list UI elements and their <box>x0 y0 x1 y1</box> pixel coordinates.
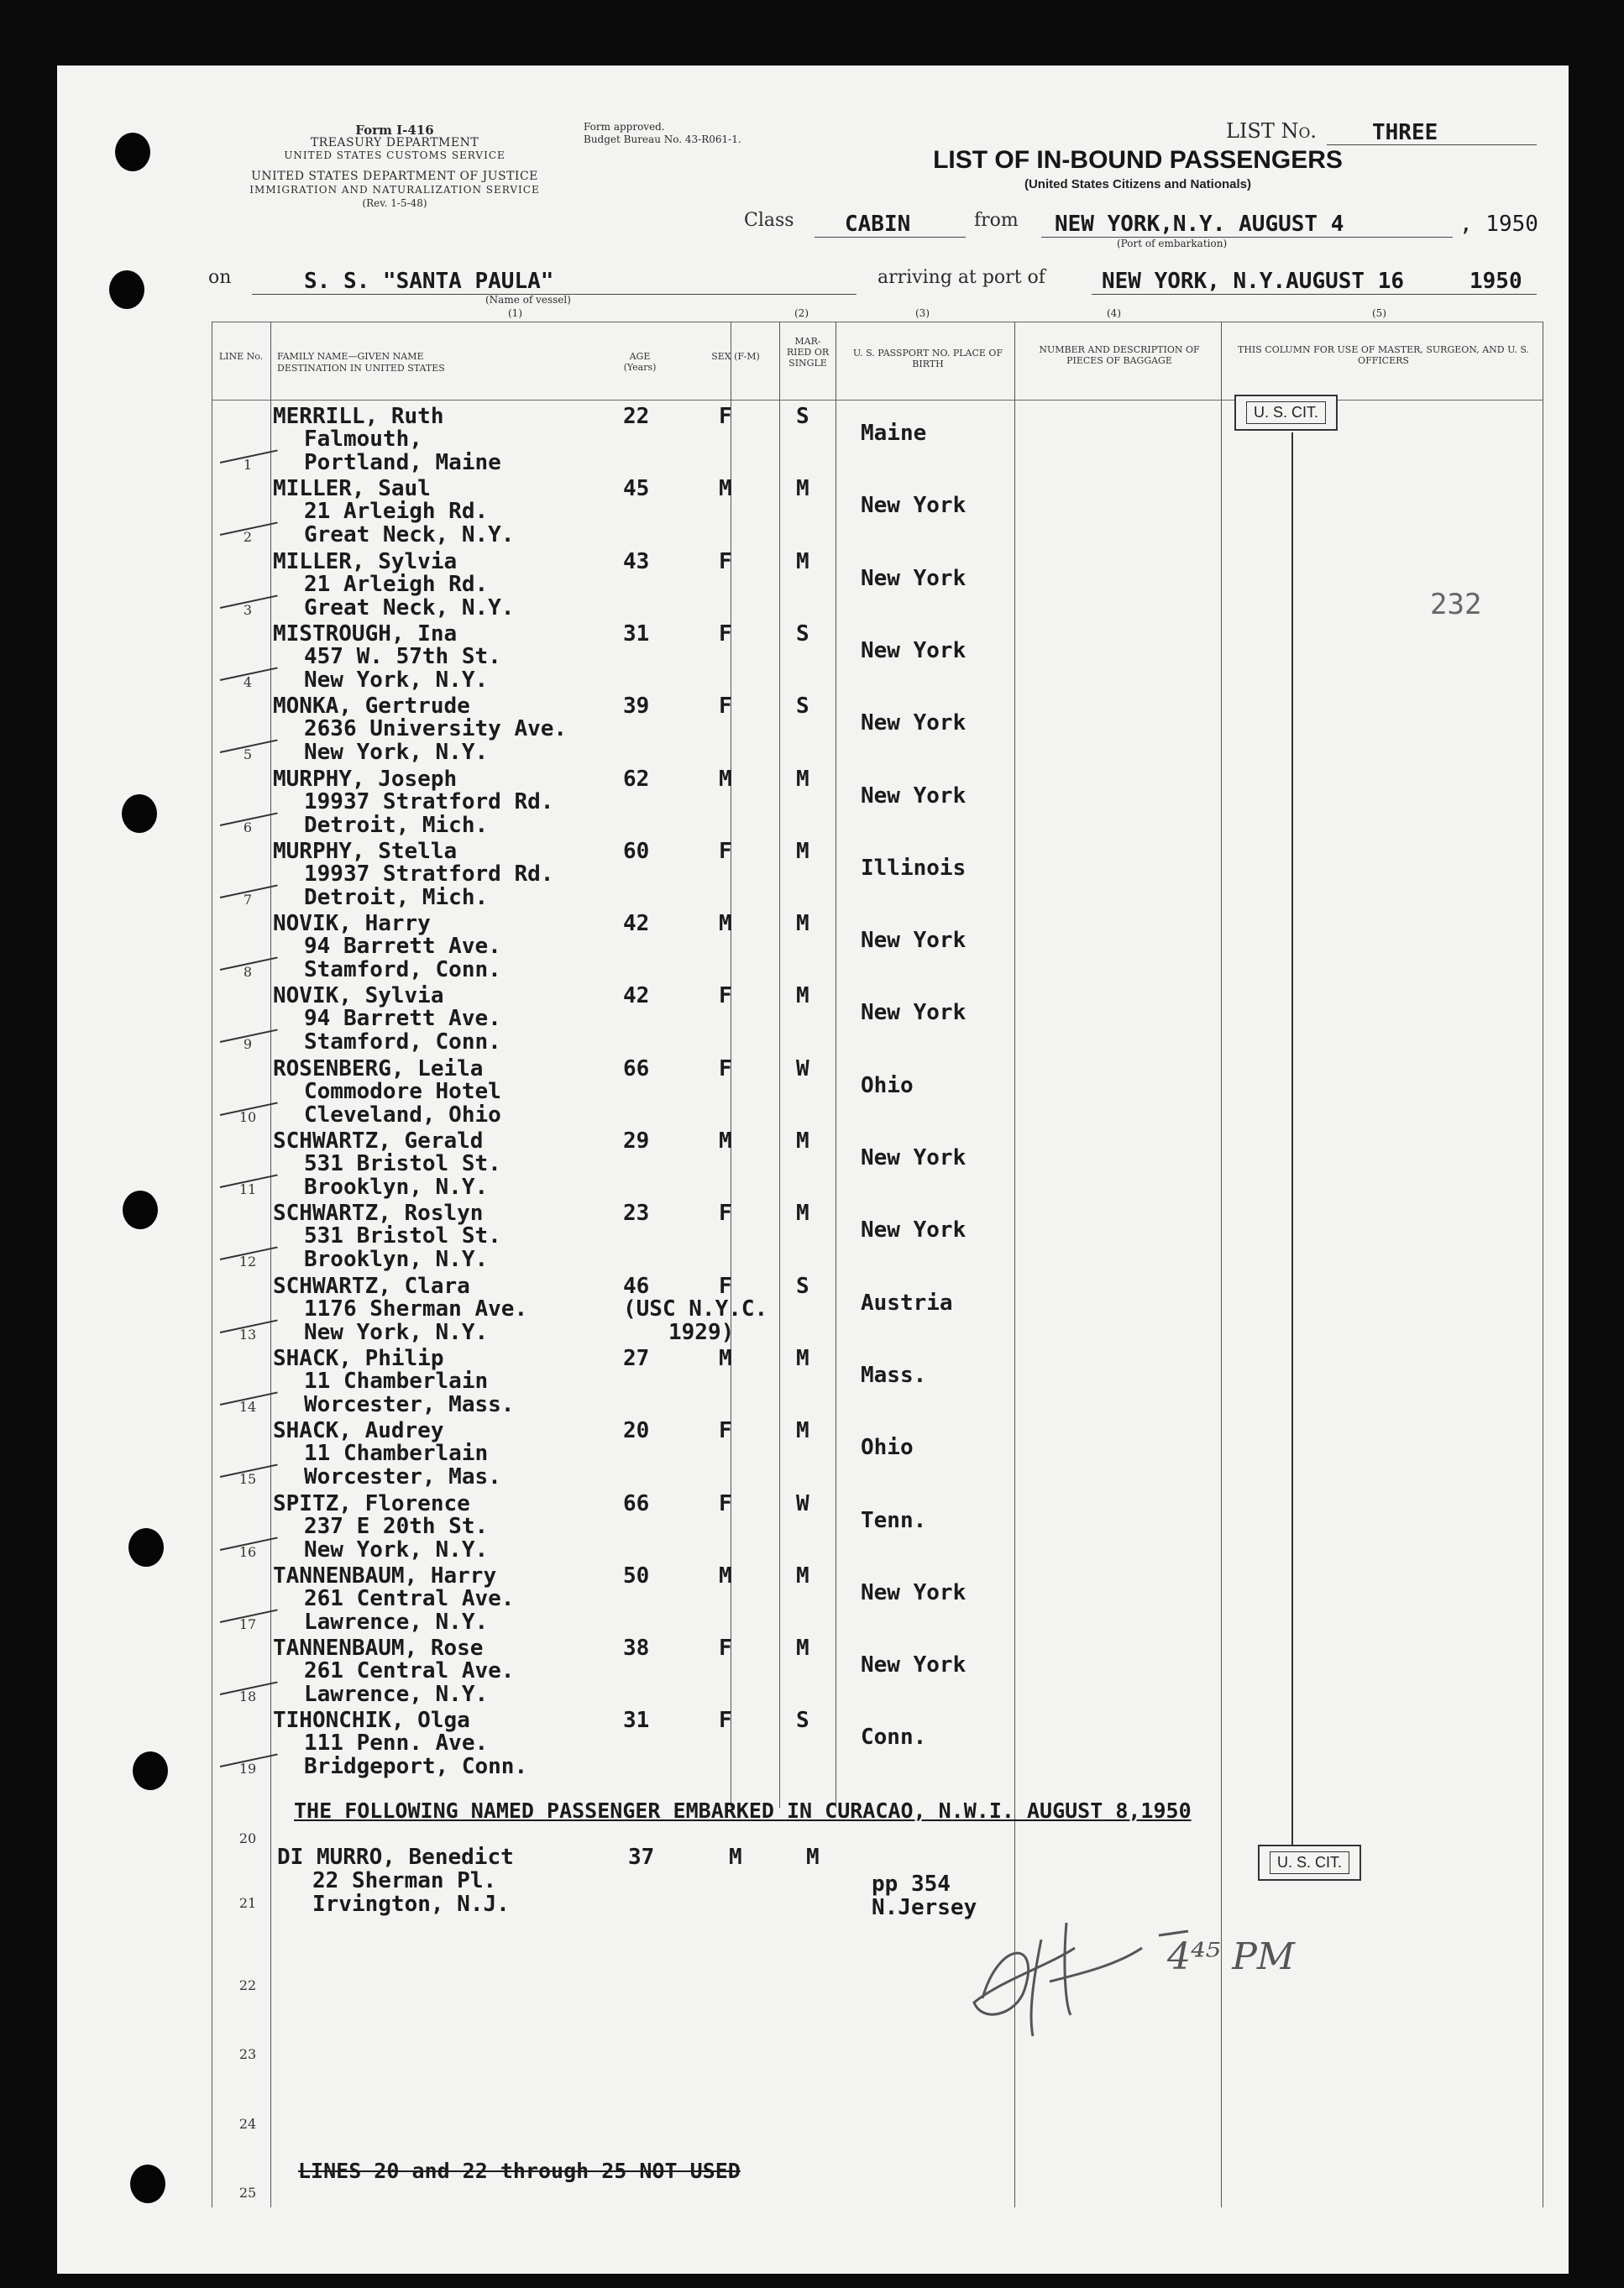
passenger-marital: M <box>796 1201 809 1227</box>
line-number: 13 <box>238 1326 257 1343</box>
passenger-city: Great Neck, N.Y. <box>304 594 515 620</box>
passenger-age: 20 <box>623 1418 650 1444</box>
passenger-city: New York, N.Y. <box>304 1537 489 1563</box>
passenger-address: 531 Bristol St. <box>304 1223 501 1249</box>
passenger-city: Stamford, Conn. <box>304 957 501 983</box>
passenger-age: 29 <box>623 1128 650 1154</box>
passenger-sex: F <box>719 620 732 647</box>
passenger-city: Worcester, Mas. <box>304 1464 501 1490</box>
passenger-marital: M <box>796 766 809 792</box>
passenger-marital: M <box>796 1345 809 1371</box>
passenger-city: Lawrence, N.Y. <box>304 1609 489 1635</box>
passenger-sex: M <box>719 1128 732 1154</box>
passenger-marital: M <box>796 476 809 502</box>
passenger-address: 11 Chamberlain <box>304 1368 489 1394</box>
passenger-city: Portland, Maine <box>304 450 501 475</box>
line-number: 8 <box>243 964 253 981</box>
passenger-age: 39 <box>623 694 650 720</box>
col-divider-sex <box>779 322 780 1808</box>
col-header-age: AGE (Years) <box>623 351 657 373</box>
treasury-department: TREASURY DEPARTMENT <box>310 136 479 149</box>
justice-department: UNITED STATES DEPARTMENT OF JUSTICE <box>251 170 538 183</box>
line-number: 20 <box>238 1830 257 1846</box>
binder-hole <box>133 1751 168 1790</box>
passenger-birthplace: New York <box>861 928 967 954</box>
passenger-marital: W <box>796 1490 809 1516</box>
line-number: 10 <box>238 1108 257 1125</box>
col-header-line-no: LINE No. <box>218 351 264 362</box>
col-num-4: (4) <box>1107 307 1121 319</box>
from-value: NEW YORK,N.Y. AUGUST 4 <box>1055 212 1344 237</box>
line-number: 12 <box>238 1254 257 1270</box>
year-2: 1950 <box>1469 269 1522 294</box>
class-value: CABIN <box>845 212 911 237</box>
passenger-name: DI MURRO, Benedict <box>277 1845 514 1870</box>
form-approved: Form approved. <box>584 121 665 133</box>
line-number: 3 <box>243 601 253 618</box>
col-header-baggage: NUMBER AND DESCRIPTION OF PIECES OF BAGGAGE <box>1039 344 1200 366</box>
passenger-age: 38 <box>623 1636 650 1662</box>
passenger-address: 111 Penn. Ave. <box>304 1730 489 1757</box>
passenger-name: MURPHY, Joseph <box>273 766 458 792</box>
passenger-note: 1929) <box>668 1319 735 1345</box>
passenger-city: Great Neck, N.Y. <box>304 522 515 548</box>
form-revision: (Rev. 1-5-48) <box>362 197 427 209</box>
passenger-age: 31 <box>623 620 650 647</box>
passenger-birthplace: Maine <box>861 421 927 446</box>
passenger-birthplace: New York <box>861 565 967 591</box>
line-number: 7 <box>243 891 253 908</box>
passenger-name: MILLER, Saul <box>273 476 431 502</box>
passenger-city: Lawrence, N.Y. <box>304 1682 489 1708</box>
line-number: 17 <box>238 1615 257 1632</box>
col-header-name: FAMILY NAME—GIVEN NAME <box>277 351 424 362</box>
form-number: Form I-416 <box>355 123 434 138</box>
passenger-name: SHACK, Audrey <box>273 1418 444 1444</box>
passenger-sex: F <box>719 1490 732 1516</box>
passenger-marital: M <box>796 1128 809 1154</box>
footer-note: LINES 20 and 22 through 25 NOT USED <box>298 2159 741 2183</box>
passenger-age: 31 <box>623 1708 650 1734</box>
col-num-2: (2) <box>794 307 809 319</box>
from-label: from <box>974 210 1019 231</box>
budget-bureau: Budget Bureau No. 43-R061-1. <box>584 134 741 145</box>
passenger-name: ROSENBERG, Leila <box>273 1055 484 1081</box>
passenger-address: 21 Arleigh Rd. <box>304 499 489 525</box>
passenger-sex: F <box>719 1418 732 1444</box>
passenger-age: 22 <box>623 404 650 429</box>
passenger-sex: M <box>729 1845 742 1870</box>
passenger-age: 50 <box>623 1563 650 1589</box>
passenger-sex: F <box>719 548 732 574</box>
binder-hole <box>123 1191 158 1229</box>
passenger-name: MURPHY, Stella <box>273 838 458 864</box>
list-title: LIST OF IN-BOUND PASSENGERS <box>933 146 1343 174</box>
binder-hole <box>109 270 144 309</box>
passenger-address: 19937 Stratford Rd. <box>304 788 554 814</box>
passenger-note: (USC N.Y.C. <box>623 1296 768 1322</box>
passenger-city: Worcester, Mass. <box>304 1391 515 1417</box>
passenger-sex: F <box>719 838 732 864</box>
passenger-name: SCHWARTZ, Roslyn <box>273 1201 484 1227</box>
passenger-city: Irvington, N.J. <box>312 1892 510 1917</box>
col-header-destination: DESTINATION IN UNITED STATES <box>277 363 445 374</box>
passenger-marital: W <box>796 1055 809 1081</box>
passenger-city: Detroit, Mich. <box>304 812 489 838</box>
col-divider-line <box>270 322 271 2207</box>
list-no-value: THREE <box>1372 120 1438 145</box>
passenger-city: Detroit, Mich. <box>304 884 489 910</box>
paper-sheet <box>57 65 1569 2274</box>
passenger-name: SHACK, Philip <box>273 1345 444 1371</box>
passenger-birthplace: Austria <box>861 1290 953 1316</box>
vessel-caption: (Name of vessel) <box>485 294 571 306</box>
passenger-address: 19937 Stratford Rd. <box>304 861 554 887</box>
passenger-marital: M <box>796 838 809 864</box>
col-num-1: (1) <box>508 307 522 319</box>
passenger-marital: M <box>796 1563 809 1589</box>
passenger-marital: S <box>796 694 809 720</box>
passenger-address: 2636 University Ave. <box>304 716 568 742</box>
passenger-age: 42 <box>623 911 650 937</box>
passenger-sex: F <box>719 404 732 429</box>
passenger-city: Brooklyn, N.Y. <box>304 1247 489 1273</box>
passenger-birthplace: New York <box>861 1217 967 1243</box>
line-number: 22 <box>238 1977 257 1993</box>
binder-hole <box>128 1528 164 1567</box>
passenger-name: TIHONCHIK, Olga <box>273 1708 470 1734</box>
line-number: 18 <box>238 1689 257 1705</box>
col-num-3: (3) <box>915 307 930 319</box>
vessel-name: S. S. "SANTA PAULA" <box>304 269 554 294</box>
col-num-5: (5) <box>1372 307 1386 319</box>
table-header-border <box>212 400 1543 401</box>
passenger-birthplace: Conn. <box>861 1725 927 1751</box>
year-1: , 1950 <box>1459 212 1538 237</box>
passenger-birthplace: New York <box>861 1652 967 1678</box>
passenger-age: 46 <box>623 1273 650 1299</box>
signature-time: 4⁴⁵ PM <box>1167 1935 1295 1978</box>
passenger-age: 62 <box>623 766 650 792</box>
passenger-name: TANNENBAUM, Rose <box>273 1636 484 1662</box>
line-number: 9 <box>243 1036 253 1053</box>
line-number: 24 <box>238 2116 257 2132</box>
passenger-sex: M <box>719 1345 732 1371</box>
passenger-sex: F <box>719 1273 732 1299</box>
line-number: 25 <box>238 2185 257 2201</box>
passenger-name: NOVIK, Harry <box>273 911 431 937</box>
passenger-birthplace: Ohio <box>861 1435 914 1461</box>
passenger-address: 22 Sherman Pl. <box>312 1868 497 1893</box>
passenger-age: 23 <box>623 1201 650 1227</box>
passenger-address: 237 E 20th St. <box>304 1513 489 1539</box>
customs-service: UNITED STATES CUSTOMS SERVICE <box>284 149 506 161</box>
passenger-name: MERRILL, Ruth <box>273 404 444 429</box>
arriving-value: NEW YORK, N.Y.AUGUST 16 <box>1102 269 1405 294</box>
embark-note: THE FOLLOWING NAMED PASSENGER EMBARKED IN CURACAO, N.W.I. AUGUST 8,1950 <box>294 1798 1192 1823</box>
passenger-name: NOVIK, Sylvia <box>273 983 444 1009</box>
binder-hole <box>122 794 157 833</box>
stamp-vertical-rule <box>1291 432 1293 1851</box>
passenger-name: SCHWARTZ, Gerald <box>273 1128 484 1154</box>
passenger-birthplace: N.Jersey <box>872 1895 977 1920</box>
passenger-address: 21 Arleigh Rd. <box>304 571 489 597</box>
line-number: 11 <box>238 1181 257 1197</box>
passenger-marital: M <box>796 548 809 574</box>
line-number: 1 <box>243 457 253 473</box>
immigration-service: IMMIGRATION AND NATURALIZATION SERVICE <box>249 184 540 196</box>
passenger-sex: F <box>719 1708 732 1734</box>
passenger-birthplace: Mass. <box>861 1362 927 1388</box>
passenger-city: New York, N.Y. <box>304 740 489 766</box>
page-number: 232 <box>1430 588 1482 621</box>
passenger-passport: pp 354 <box>872 1872 951 1897</box>
passenger-age: 43 <box>623 548 650 574</box>
passenger-birthplace: Ohio <box>861 1072 914 1098</box>
passenger-address: 531 Bristol St. <box>304 1151 501 1176</box>
line-number: 21 <box>238 1895 257 1911</box>
passenger-name: MONKA, Gertrude <box>273 694 470 720</box>
passenger-marital: M <box>796 1636 809 1662</box>
passenger-birthplace: New York <box>861 783 967 809</box>
on-label: on <box>208 267 232 288</box>
line-number: 15 <box>238 1471 257 1488</box>
col-header-sex: SEX (F-M) <box>711 351 760 362</box>
line-number: 14 <box>238 1398 257 1415</box>
passenger-address: 11 Chamberlain <box>304 1441 489 1467</box>
col-header-passport: U. S. PASSPORT NO. PLACE OF BIRTH <box>852 348 1003 369</box>
port-embarkation-caption: (Port of embarkation) <box>1117 238 1228 249</box>
line-number: 5 <box>243 746 253 763</box>
passenger-age: 42 <box>623 983 650 1009</box>
passenger-address: 94 Barrett Ave. <box>304 934 501 960</box>
line-number: 16 <box>238 1543 257 1560</box>
passenger-age: 66 <box>623 1490 650 1516</box>
passenger-name: TANNENBAUM, Harry <box>273 1563 497 1589</box>
passenger-marital: S <box>796 1708 809 1734</box>
passenger-city: New York, N.Y. <box>304 1319 489 1345</box>
passenger-sex: F <box>719 1055 732 1081</box>
passenger-sex: F <box>719 1636 732 1662</box>
binder-hole <box>115 133 150 171</box>
passenger-sex: M <box>719 476 732 502</box>
stamp-text: U. S. CIT. <box>1246 401 1326 424</box>
class-label: Class <box>744 210 794 231</box>
passenger-birthplace: New York <box>861 493 967 519</box>
line-number: 23 <box>238 2046 257 2062</box>
passenger-age: 66 <box>623 1055 650 1081</box>
passenger-address: 261 Central Ave. <box>304 1585 515 1611</box>
passenger-sex: M <box>719 766 732 792</box>
passenger-age: 45 <box>623 476 650 502</box>
passenger-city: Brooklyn, N.Y. <box>304 1175 489 1200</box>
passenger-sex: F <box>719 983 732 1009</box>
passenger-birthplace: New York <box>861 710 967 736</box>
passenger-address: 94 Barrett Ave. <box>304 1006 501 1032</box>
passenger-birthplace: New York <box>861 1000 967 1026</box>
passenger-name: SCHWARTZ, Clara <box>273 1273 470 1299</box>
us-cit-stamp-2 <box>1258 1845 1361 1881</box>
col-header-married: MAR- RIED OR SINGLE <box>786 336 830 369</box>
passenger-marital: S <box>796 620 809 647</box>
list-no-label: LIST No. <box>1226 119 1318 143</box>
binder-hole <box>130 2165 165 2203</box>
passenger-birthplace: Tenn. <box>861 1507 927 1533</box>
passenger-address: 261 Central Ave. <box>304 1658 515 1684</box>
line-number: 2 <box>243 529 253 546</box>
line-number: 6 <box>243 819 253 835</box>
passenger-marital: M <box>806 1845 820 1870</box>
passenger-sex: M <box>719 911 732 937</box>
col-header-officers: THIS COLUMN FOR USE OF MASTER, SURGEON, AND U. S. OFFICERS <box>1237 344 1529 366</box>
passenger-age: 60 <box>623 838 650 864</box>
passenger-birthplace: New York <box>861 1579 967 1605</box>
passenger-name: MILLER, Sylvia <box>273 548 458 574</box>
passenger-address: 1176 Sherman Ave. <box>304 1296 528 1322</box>
list-subtitle: (United States Citizens and Nationals) <box>1024 177 1252 191</box>
passenger-name: SPITZ, Florence <box>273 1490 470 1516</box>
line-number: 4 <box>243 673 253 690</box>
us-cit-stamp <box>1234 395 1338 431</box>
passenger-address: 457 W. 57th St. <box>304 643 501 669</box>
arriving-label: arriving at port of <box>877 267 1045 288</box>
passenger-marital: S <box>796 404 809 429</box>
passenger-marital: M <box>796 911 809 937</box>
passenger-birthplace: New York <box>861 1145 967 1170</box>
passenger-city: Bridgeport, Conn. <box>304 1754 528 1780</box>
passenger-marital: S <box>796 1273 809 1299</box>
stamp-text-2: U. S. CIT. <box>1270 1851 1349 1874</box>
passenger-sex: M <box>719 1563 732 1589</box>
passenger-birthplace: New York <box>861 637 967 663</box>
passenger-sex: F <box>719 694 732 720</box>
line-number: 19 <box>238 1761 257 1778</box>
passenger-city: Cleveland, Ohio <box>304 1102 501 1128</box>
passenger-marital: M <box>796 1418 809 1444</box>
passenger-marital: M <box>796 983 809 1009</box>
passenger-age: 27 <box>623 1345 650 1371</box>
passenger-age: 37 <box>628 1845 655 1870</box>
passenger-city: Stamford, Conn. <box>304 1029 501 1055</box>
passenger-birthplace: Illinois <box>861 855 967 881</box>
passenger-name: MISTROUGH, Ina <box>273 620 458 647</box>
passenger-address: Commodore Hotel <box>304 1078 501 1104</box>
passenger-sex: F <box>719 1201 732 1227</box>
passenger-city: New York, N.Y. <box>304 667 489 693</box>
passenger-address: Falmouth, <box>304 427 422 452</box>
